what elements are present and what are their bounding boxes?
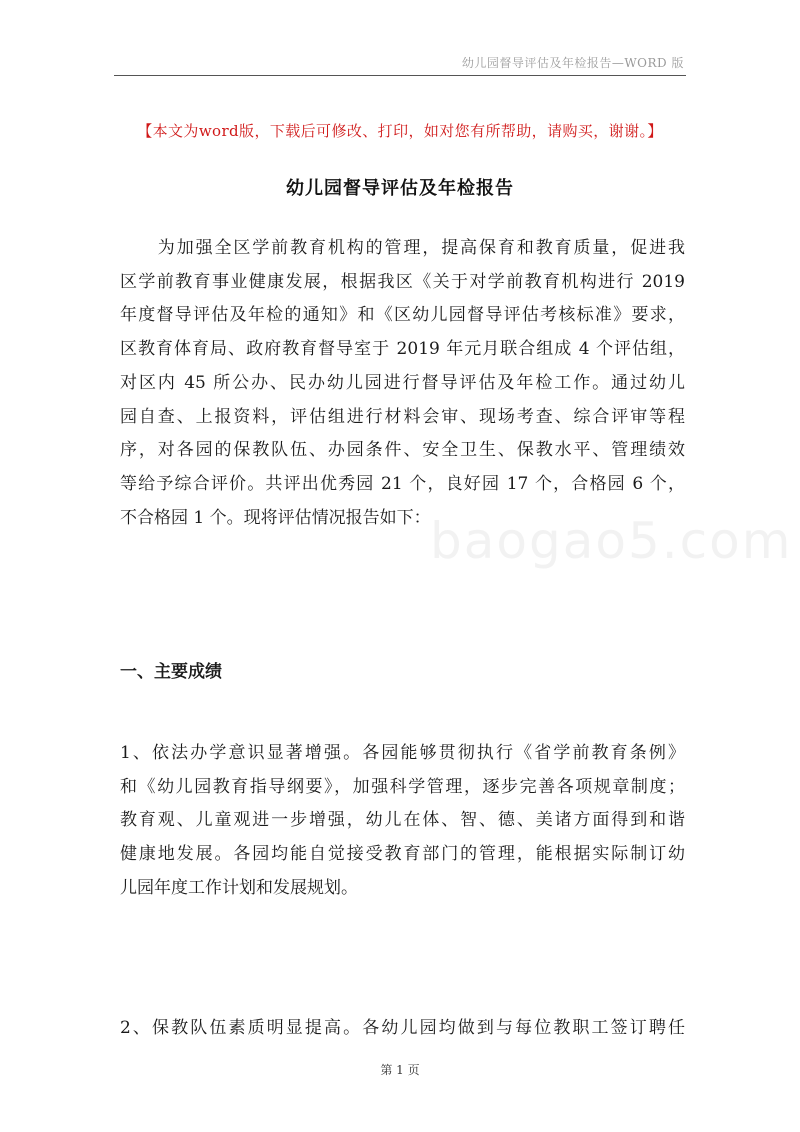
intro-line: 对区内 45 所公办、民办幼儿园进行督导评估及年检工作。通过幼儿 <box>120 372 685 393</box>
paragraph-1 <box>120 737 685 906</box>
paragraph-2 <box>120 1012 685 1046</box>
page-number: 第 1 页 <box>380 1063 420 1077</box>
paragraph-line: 2、保教队伍素质明显提高。各幼儿园均做到与每位教职工签订聘任 <box>120 1018 685 1038</box>
intro-line: 为加强全区学前教育机构的管理，提高保育和教育质量，促进我 <box>120 238 685 258</box>
download-notice: 【本文为word版，下载后可修改、打印，如对您有所帮助，请购买，谢谢。】 <box>137 122 663 140</box>
paragraph-line: 儿园年度工作计划和发展规划。 <box>120 877 358 898</box>
document-title: 幼儿园督导评估及年检报告 <box>286 178 514 199</box>
paragraph-line: 和《幼儿园教育指导纲要》，加强科学管理，逐步完善各项规章制度； <box>120 776 685 797</box>
running-header: 幼儿园督导评估及年检报告—WORD 版 <box>461 56 684 70</box>
intro-line: 区学前教育事业健康发展，根据我区《关于对学前教育机构进行 2019 <box>120 271 685 292</box>
paragraph-line: 教育观、儿童观进一步增强，幼儿在体、智、德、美诸方面得到和谐 <box>120 810 685 831</box>
paragraph-line: 健康地发展。各园均能自觉接受教育部门的管理，能根据实际制订幼 <box>120 844 685 865</box>
section-heading: 一、主要成绩 <box>120 662 222 682</box>
intro-line: 区教育体育局、政府教育督导室于 2019 年元月联合组成 4 个评估组， <box>120 339 685 360</box>
intro-line: 园自查、上报资料，评估组进行材料会审、现场考查、综合评审等程 <box>120 406 685 427</box>
header-divider <box>114 75 686 76</box>
paragraph-line: 1、依法办学意识显著增强。各园能够贯彻执行《省学前教育条例》 <box>120 743 685 763</box>
watermark: baogao5.com <box>430 512 793 570</box>
intro-line: 序，对各园的保教队伍、办园条件、安全卫生、保教水平、管理绩效 <box>120 440 685 461</box>
intro-line: 等给予综合评价。共评出优秀园 21 个，良好园 17 个，合格园 6 个， <box>120 473 685 494</box>
intro-paragraph <box>120 232 685 535</box>
intro-line: 不合格园 1 个。现将评估情况报告如下： <box>120 507 431 528</box>
intro-line: 年度督导评估及年检的通知》和《区幼儿园督导评估考核标准》要求， <box>120 305 685 326</box>
